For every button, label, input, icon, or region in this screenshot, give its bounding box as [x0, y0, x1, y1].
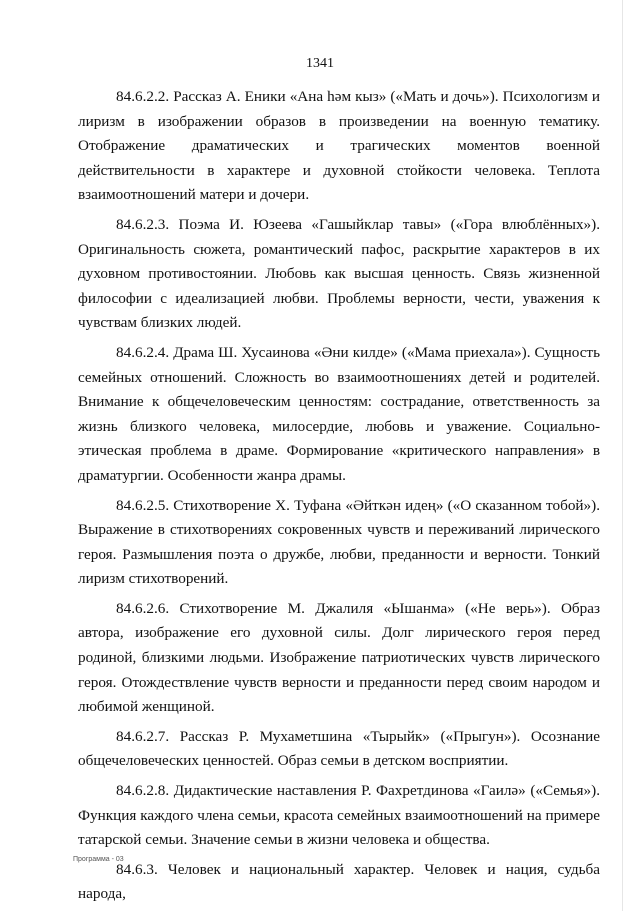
- paragraph-84-6-2-4: 84.6.2.4. Драма Ш. Хусаинова «Әни килде» («Мама приехала»). Сущность семейных отношений. Сложность во взаимоотношениях детей и родителей. Внимание к общечеловеческим ценностям: сострадание, ответственность за жизнь близкого человека, милосердие, любовь и уважение. Социально-этическая проблема в драме. Формирование «критического направления» в драматургии. Особенности жанра драмы.: [78, 343, 600, 484]
- paragraph-84-6-2-3: 84.6.2.3. Поэма И. Юзеева «Гашыйклар тавы» («Гора влюблённых»). Оригинальность сюжета, романтический пафос, раскрытие характеров в их духовном противостоянии. Любовь как высшая ценность. Связь жизненной философии с идеализацией любви. Проблемы верности, чести, уважения к чувствам близких людей.: [78, 215, 600, 332]
- paragraph-84-6-2-7: 84.6.2.7. Рассказ Р. Мухаметшина «Тырыйк» («Прыгун»). Осознание общечеловеческих ценностей. Образ семьи в детском восприятии.: [78, 727, 600, 770]
- footer-label: Программа - 03: [73, 856, 124, 863]
- page-number: 1341: [306, 56, 334, 71]
- scan-edge-line: [622, 0, 623, 911]
- paragraph-84-6-3: 84.6.3. Человек и национальный характер. Человек и нация, судьба народа,: [78, 860, 600, 903]
- paragraph-84-6-2-6: 84.6.2.6. Стихотворение М. Джалиля «Ышанма» («Не верь»). Образ автора, изображение его духовной силы. Долг лирического героя перед родиной, близкими людьми. Изображение патриотических чувств лирического героя. Отождествление чувств верности и преданности перед своим народом и любимой женщиной.: [78, 599, 600, 716]
- paragraph-84-6-2-8: 84.6.2.8. Дидактические наставления Р. Фахретдинова «Гаилә» («Семья»). Функция каждого члена семьи, красота семейных взаимоотношений на примере татарской семьи. Значение семьи в жизни человека и общества.: [78, 782, 600, 849]
- paragraph-84-6-2-5: 84.6.2.5. Стихотворение Х. Туфана «Әйткән идең» («О сказанном тобой»). Выражение в стихотворениях сокровенных чувств и переживаний лирического героя. Размышления поэта о дружбе, любви, преданности и верности. Тонкий лиризм стихотворений.: [78, 496, 600, 588]
- document-body: [78, 85, 600, 912]
- paragraph-84-6-2-2: 84.6.2.2. Рассказ А. Еники «Ана һәм кыз» («Мать и дочь»). Психологизм и лиризм в изображении образов в произведении на военную тематику. Отображение драматических и трагических моментов военной действительности в характере и духовной стойкости человека. Теплота взаимоотношений матери и дочери.: [78, 88, 600, 204]
